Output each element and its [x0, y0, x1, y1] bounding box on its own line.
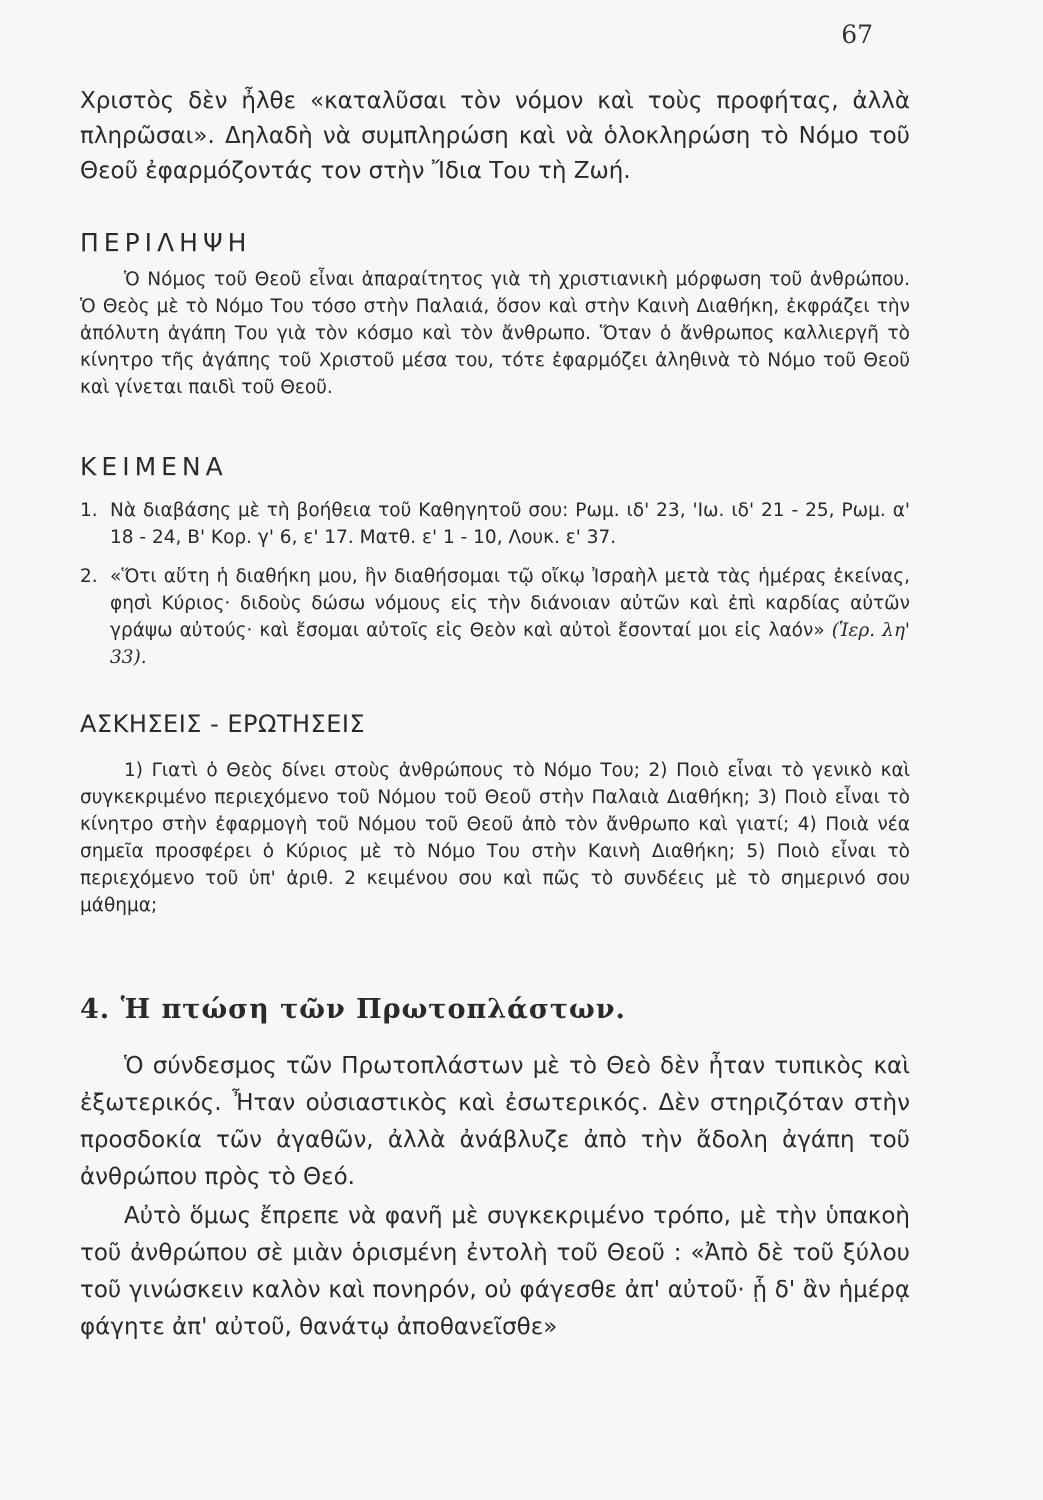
chapter-paragraph-2: Αὐτὸ ὅμως ἔπρεπε νὰ φανῆ μὲ συγκεκριμένο τρόπο, μὲ τὴν ὑπακοὴ τοῦ ἀνθρώπου σὲ μιὰν ὁρισμένη ἐντολὴ τοῦ Θεοῦ : «Ἀπὸ δὲ τοῦ ξύλου τοῦ γινώσκειν καλὸν καὶ πονηρόν, οὐ φάγεσθε ἀπ' αὐτοῦ· ᾗ δ' ἂν ἡμέρᾳ φάγητε ἀπ' αὐτοῦ, θανάτῳ ἀποθανεῖσθε» — [80, 1203, 910, 1340]
exercises-text: 1) Γιατὶ ὁ Θεὸς δίνει στοὺς ἀνθρώπους τὸ Νόμο Του; 2) Ποιὸ εἶναι τὸ γενικὸ καὶ συγκεκριμένο περιεχόμενο τοῦ Νόμου τοῦ Θεοῦ στὴν Παλαιὰ Διαθήκη; 3) Ποιὸ εἶναι τὸ κίνητρο στὴν ἐφαρμογὴ τοῦ Νόμου τοῦ Θεοῦ ἀπὸ τὸν ἄνθρωπο καὶ γιατί; 4) Ποιὰ νέα σημεῖα προσφέρει ὁ Κύριος μὲ τὸ Νόμο Του στὴν Καινὴ Διαθήκη; 5) Ποιὸ εἶναι τὸ περιεχόμενο τοῦ ὑπ' ἀριθ. 2 κειμένου σου καὶ πῶς τὸ συνδέεις μὲ τὸ σημερινό σου μάθημα; — [80, 760, 910, 916]
scripture-reference: (Ἱερ. λη' 33). — [110, 620, 911, 668]
exercises-heading: ΑΣΚΗΣΕΙΣ - ΕΡΩΤΗΣΕΙΣ — [80, 710, 366, 738]
chapter-title: 4. Ἡ πτώση τῶν Πρωτοπλάστων. — [80, 994, 626, 1025]
list-item — [80, 497, 910, 551]
list-item-number: 1. — [80, 500, 98, 521]
texts-heading: ΚΕΙΜΕΝΑ — [80, 452, 228, 481]
list-item-text — [110, 563, 910, 671]
list-item — [80, 563, 910, 671]
page-number: 67 — [841, 20, 873, 49]
intro-paragraph: Χριστὸς δὲν ἦλθε «καταλῦσαι τὸν νόμον καὶ τοὺς προφήτας, ἀλλὰ πληρῶσαι». Δηλαδὴ νὰ συμπληρώση καὶ νὰ ὁλοκληρώση τὸ Νόμο τοῦ Θεοῦ ἐφαρμόζοντάς τον στὴν Ἴδια Του τὴ Ζωή. — [80, 88, 910, 184]
summary-heading: ΠΕΡΙΛΗΨΗ — [80, 228, 252, 257]
chapter-paragraph-1: Ὁ σύνδεσμος τῶν Πρωτοπλάστων μὲ τὸ Θεὸ δὲν ἦταν τυπικὸς καὶ ἐξωτερικός. Ἦταν οὐσιαστικὸς καὶ ἐσωτερικός. Δὲν στηριζόταν στὴν προσδοκία τῶν ἀγαθῶν, ἀλλὰ ἀνάβλυζε ἀπὸ τὴν ἄδολη ἀγάπη τοῦ ἀνθρώπου πρὸς τὸ Θεό. — [80, 1053, 910, 1190]
list-item-text: Νὰ διαβάσης μὲ τὴ βοήθεια τοῦ Καθηγητοῦ σου: Ρωμ. ιδ' 23, 'Ιω. ιδ' 21 - 25, Ρωμ. α' 18 - 24, Β' Κορ. γ' 6, ε' 17. Ματθ. ε' 1 - 10, Λουκ. ε' 37. — [110, 500, 910, 548]
list-item-number: 2. — [80, 566, 98, 587]
quote-text: «Ὅτι αὕτη ἡ διαθήκη μου, ἣν διαθήσομαι τῷ οἴκῳ Ἰσραὴλ μετὰ τὰς ἡμέρας ἐκείνας, φησὶ Κύριος· διδοὺς δώσω νόμους εἰς τὴν διάνοιαν αὐτῶν καὶ ἐπὶ καρδίας αὐτῶν γράψω αὐτούς· καὶ ἔσομαι αὐτοῖς εἰς Θεὸν καὶ αὐτοὶ ἔσονταί μοι εἰς λαόν» — [110, 566, 910, 641]
summary-text: Ὁ Νόμος τοῦ Θεοῦ εἶναι ἀπαραίτητος γιὰ τὴ χριστιανικὴ μόρφωση τοῦ ἀνθρώπου. Ὁ Θεὸς μὲ τὸ Νόμο Του τόσο στὴν Παλαιά, ὅσον καὶ στὴν Καινὴ Διαθήκη, ἐκφράζει τὴν ἀπόλυτη ἀγάπη Του γιὰ τὸν κόσμο καὶ τὸν ἄνθρωπο. Ὅταν ὁ ἄνθρωπος καλλιεργῆ τὸ κίνητρο τῆς ἀγάπης τοῦ Χριστοῦ μέσα του, τότε ἐφαρμόζει ἀληθινὰ τὸ Νόμο τοῦ Θεοῦ καὶ γίνεται παιδὶ τοῦ Θεοῦ. — [80, 269, 910, 398]
